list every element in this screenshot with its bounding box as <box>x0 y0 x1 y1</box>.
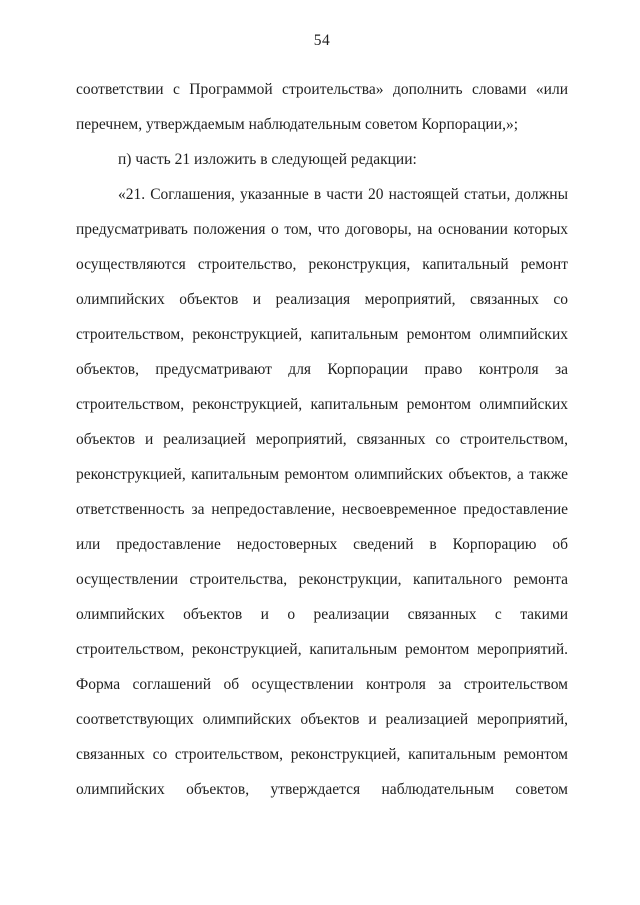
text-line: олимпийских объектов, утверждается наблюдательным советом <box>76 781 568 798</box>
text-line: объектов и реализацией мероприятий, связанных со строительством, <box>76 431 568 448</box>
text-line: олимпийских объектов и о реализации связанных с такими <box>76 606 568 623</box>
text-line: строительством, реконструкцией, капитальным ремонтом олимпийских <box>76 396 568 413</box>
text-line: «21. Соглашения, указанные в части 20 настоящей статьи, должны <box>118 186 568 203</box>
text-line: перечнем, утверждаемым наблюдательным советом Корпорации,»; <box>76 116 519 133</box>
text-line: осуществляются строительство, реконструкция, капитальный ремонт <box>76 256 568 273</box>
text-line: п) часть 21 изложить в следующей редакции: <box>118 151 417 168</box>
text-line: объектов, предусматривают для Корпорации право контроля за <box>76 361 568 378</box>
text-line: строительством, реконструкцией, капитальным ремонтом мероприятий. <box>76 641 568 658</box>
text-line: осуществлении строительства, реконструкции, капитального ремонта <box>76 571 568 588</box>
text-line: реконструкцией, капитальным ремонтом олимпийских объектов, а также <box>76 466 568 483</box>
text-line: соответствующих олимпийских объектов и реализацией мероприятий, <box>76 711 568 728</box>
text-line: предусматривать положения о том, что договоры, на основании которых <box>76 221 568 238</box>
document-text-block <box>76 72 568 807</box>
text-line: или предоставление недостоверных сведений в Корпорацию об <box>76 536 568 553</box>
text-line: олимпийских объектов и реализация мероприятий, связанных со <box>76 291 568 308</box>
text-line: строительством, реконструкцией, капитальным ремонтом олимпийских <box>76 326 568 343</box>
text-line: связанных со строительством, реконструкцией, капитальным ремонтом <box>76 746 568 763</box>
page-number: 54 <box>313 32 331 49</box>
text-line: Форма соглашений об осуществлении контроля за строительством <box>76 676 568 693</box>
text-line: соответствии с Программой строительства» дополнить словами «или <box>76 81 568 98</box>
text-line: ответственность за непредоставление, несвоевременное предоставление <box>76 501 568 518</box>
